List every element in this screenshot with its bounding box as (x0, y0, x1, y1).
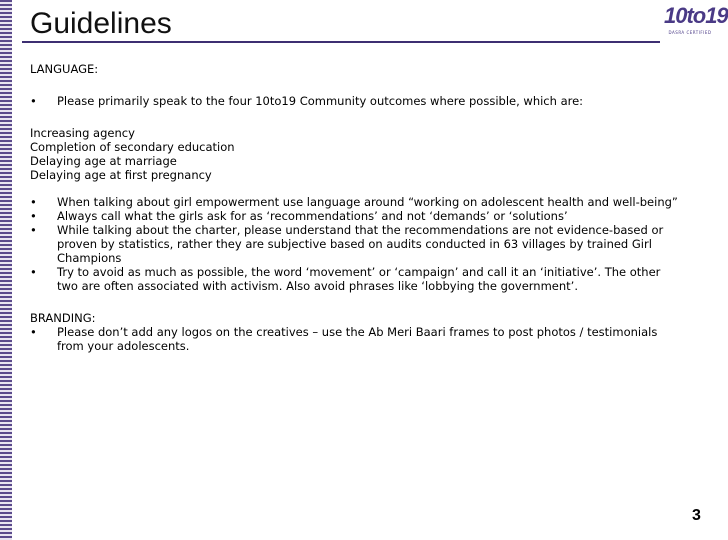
bullet-icon: • (30, 94, 37, 108)
list-item (30, 94, 680, 108)
list-item (30, 265, 680, 293)
bullet-icon: • (30, 209, 37, 223)
branding-heading: BRANDING: (30, 311, 96, 325)
branding-list (30, 325, 680, 353)
logo-tagline: DASRA CERTIFIED (668, 30, 712, 35)
outcome-item: Delaying age at marriage (30, 154, 177, 168)
guideline-text: Try to avoid as much as possible, the word ‘movement’ or ‘campaign’ and call it an ‘initiative’. The other two are often associated with activism. Also avoid phrases like ‘lobbying the government’. (57, 265, 661, 293)
outcome-item: Delaying age at first pregnancy (30, 168, 212, 182)
list-item (30, 223, 680, 265)
language-guideline-list (30, 195, 680, 293)
bullet-icon: • (30, 223, 37, 237)
guideline-text: When talking about girl empowerment use language around “working on adolescent health and well-being” (57, 195, 678, 209)
branding-text: Please don’t add any logos on the creatives – use the Ab Meri Baari frames to post photos / testimonials from your adolescents. (57, 325, 658, 353)
list-item (30, 325, 680, 353)
list-item (30, 195, 680, 209)
title-underline (22, 41, 660, 43)
outcome-item: Increasing agency (30, 126, 135, 140)
outcomes-list (30, 126, 680, 182)
bullet-icon: • (30, 265, 37, 279)
slide-content (30, 62, 680, 353)
language-intro-list (30, 94, 680, 108)
page-title: Guidelines (30, 7, 172, 40)
left-decorative-bar (0, 0, 12, 540)
logo-wordmark: 10to19 (664, 3, 728, 28)
brand-logo (664, 2, 728, 42)
page-number: 3 (692, 507, 701, 524)
outcome-item: Completion of secondary education (30, 140, 235, 154)
bullet-icon: • (30, 325, 37, 339)
list-item (30, 209, 680, 223)
guideline-text: Always call what the girls ask for as ‘recommendations’ and not ‘demands’ or ‘solutions’ (57, 209, 568, 223)
language-heading: LANGUAGE: (30, 62, 99, 76)
bullet-icon: • (30, 195, 37, 209)
guideline-text: While talking about the charter, please understand that the recommendations are not evidence-based or proven by statistics, rather they are subjective based on audits conducted in 63 villages by trained Girl Champions (57, 223, 664, 265)
language-intro: Please primarily speak to the four 10to19 Community outcomes where possible, which are: (57, 94, 584, 108)
